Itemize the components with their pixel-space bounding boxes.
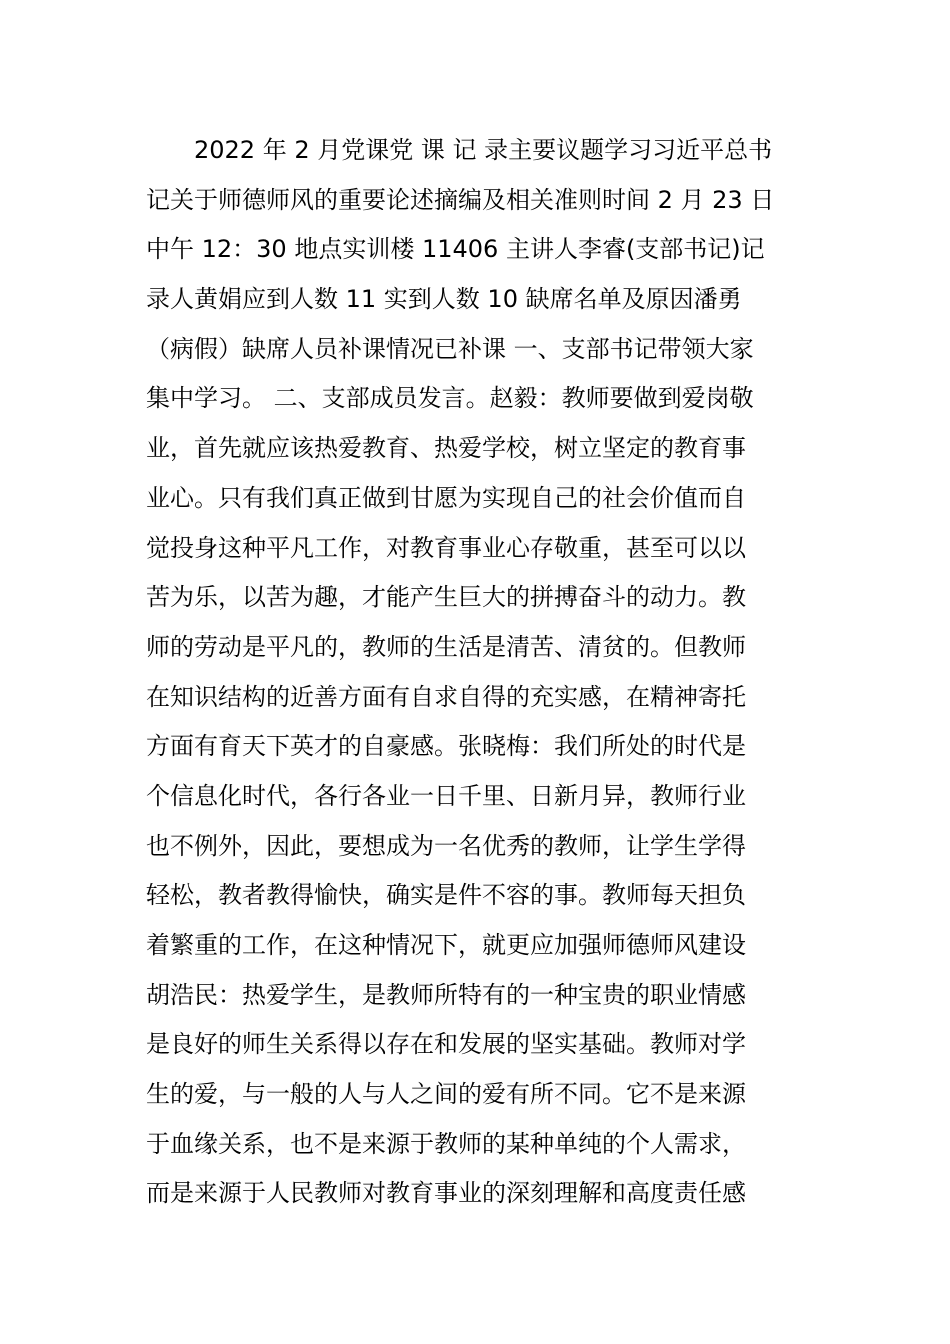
text-line: 生的爱，与一般的人与人之间的爱有所不同。它不是来源	[146, 1080, 746, 1109]
text-line: 记关于师德师风的重要论述摘编及相关准则时间 2 月 23 日	[146, 185, 775, 214]
text-line: 录人黄娟应到人数 11 实到人数 10 缺席名单及原因潘勇	[146, 285, 742, 314]
text-line: （病假）缺席人员补课情况已补课 一、支部书记带领大家	[146, 334, 754, 363]
text-line: 业，首先就应该热爱教育、热爱学校，树立坚定的教育事	[146, 434, 746, 463]
text-line: 苦为乐，以苦为趣，才能产生巨大的拼搏奋斗的动力。教	[146, 583, 746, 612]
text-line: 个信息化时代，各行各业一日千里、日新月异，教师行业	[146, 781, 746, 810]
text-line: 也不例外，因此，要想成为一名优秀的教师，让学生学得	[146, 831, 746, 860]
text-line: 2022 年 2 月党课党 课 记 录主要议题学习习近平总书	[194, 136, 773, 164]
text-line: 轻松，教者教得愉快，确实是件不容的事。教师每天担负	[146, 881, 746, 910]
text-line: 集中学习。 二、支部成员发言。赵毅：教师要做到爱岗敬	[146, 384, 754, 413]
text-line: 业心。只有我们真正做到甘愿为实现自己的社会价值而自	[146, 483, 746, 512]
text-line: 师的劳动是平凡的，教师的生活是清苦、清贫的。但教师	[146, 632, 746, 661]
text-line: 胡浩民：热爱学生，是教师所特有的一种宝贵的职业情感	[146, 980, 746, 1009]
text-line: 于血缘关系，也不是来源于教师的某种单纯的个人需求，	[146, 1129, 746, 1158]
text-line: 在知识结构的近善方面有自求自得的充实感，在精神寄托	[146, 682, 746, 711]
text-line: 方面有育天下英才的自豪感。张晓梅：我们所处的时代是	[146, 732, 746, 761]
text-line: 中午 12：30 地点实训楼 11406 主讲人李睿(支部书记)记	[146, 235, 765, 264]
text-line: 觉投身这种平凡工作，对教育事业心存敬重，甚至可以以	[146, 533, 746, 562]
text-line: 是良好的师生关系得以存在和发展的坚实基础。教师对学	[146, 1030, 746, 1059]
text-line: 着繁重的工作，在这种情况下，就更应加强师德师风建设	[146, 931, 746, 959]
text-line: 而是来源于人民教师对教育事业的深刻理解和高度责任感	[146, 1179, 746, 1208]
body-text	[146, 126, 816, 1219]
